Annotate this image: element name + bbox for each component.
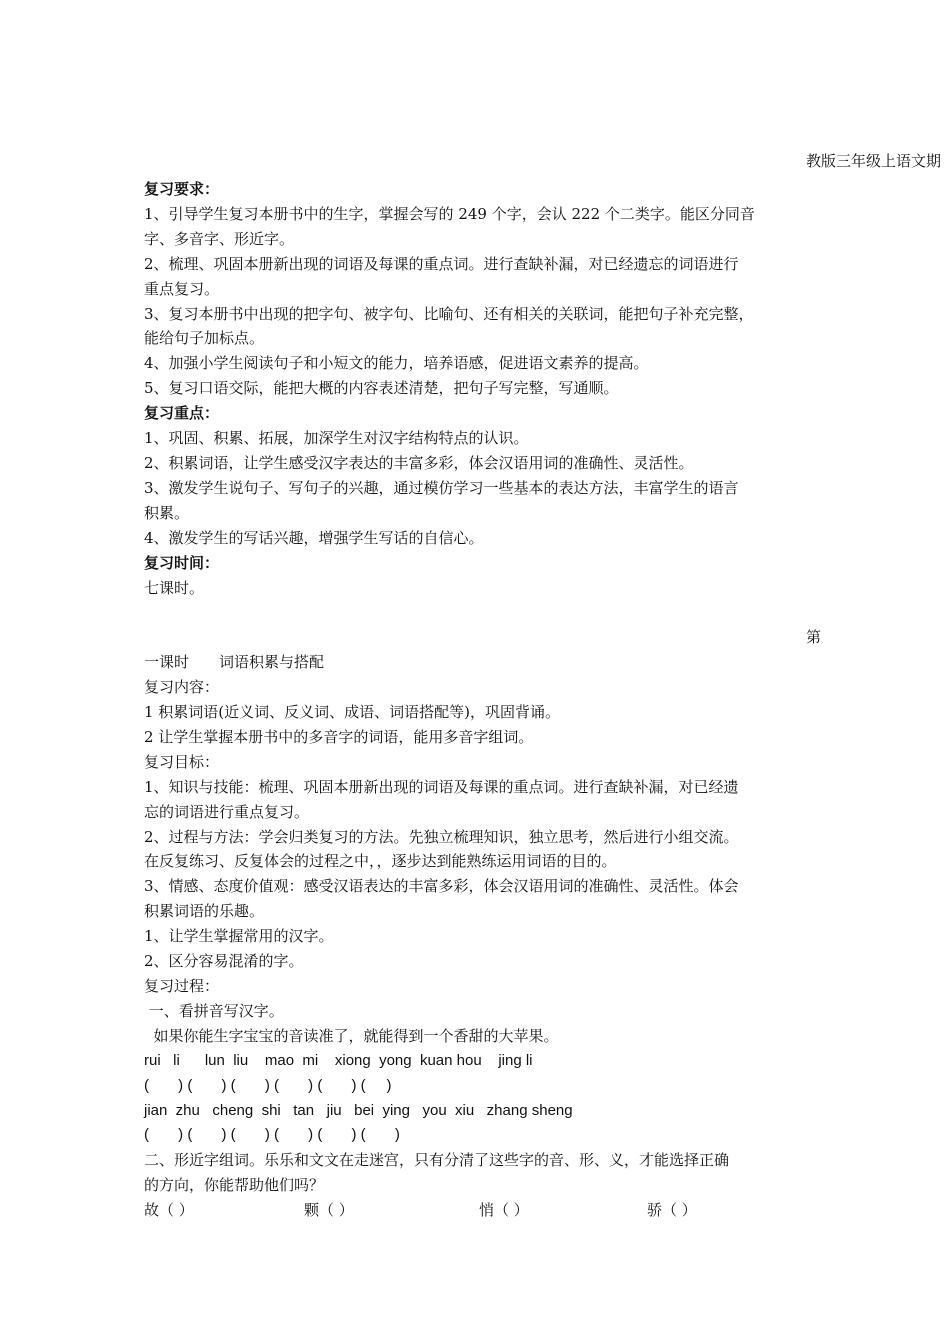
exercise-1-intro: 如果你能生字宝宝的音读准了，就能得到一个香甜的大苹果。 xyxy=(144,1026,559,1045)
word-group-item: 颗（ ） xyxy=(304,1201,354,1220)
exercise-2-line: 的方向，你能帮助他们吗？ xyxy=(144,1176,325,1195)
content-line: 1 积累词语(近义词、反义词、成语、词语搭配等)，巩固背诵。 xyxy=(144,703,561,721)
pinyin-row: rui li lun liu mao mi xiong yong kuan hou jing li xyxy=(144,1051,533,1069)
content-heading: 复习内容： xyxy=(144,678,220,697)
word-group-row xyxy=(144,1198,824,1223)
word-group-item: 悄（ ） xyxy=(479,1201,529,1220)
focus-line: 积累。 xyxy=(144,503,190,522)
requirements-line: 1、引导学生复习本册书中的生字，掌握会写的 249 个字，会认 222 个二类字。能区分同音 xyxy=(144,204,755,223)
word-group-item: 故（ ） xyxy=(144,1201,194,1220)
requirements-heading: 复习要求： xyxy=(144,180,220,198)
pinyin-row: jian zhu cheng shi tan jiu bei ying you xiu zhang sheng xyxy=(144,1101,573,1119)
requirements-line: 5、复习口语交际，能把大概的内容表述清楚，把句子写完整，写通顺。 xyxy=(144,379,619,398)
requirements-line: 3、复习本册书中出现的把字句、被字句、比喻句、还有相关的关联词，能把句子补充完整， xyxy=(144,304,754,323)
focus-line: 4、激发学生的写话兴趣，增强学生写话的自信心。 xyxy=(144,528,484,547)
goals-line: 积累词语的乐趣。 xyxy=(144,902,265,921)
requirements-line: 能给句子加标点。 xyxy=(144,329,265,348)
lesson-title: 一课时 词语积累与搭配 xyxy=(144,653,325,672)
requirements-line: 字、多音字、形近字。 xyxy=(144,229,295,248)
spacer xyxy=(144,600,824,625)
process-heading: 复习过程： xyxy=(144,976,220,995)
goals-heading: 复习目标： xyxy=(144,752,220,771)
document-header-title: 教版三年级上语文期 xyxy=(806,152,942,170)
content-line: 2 让学生掌握本册书中的多音字的词语，能用多音字组词。 xyxy=(144,727,534,746)
goals-line: 3、情感、态度价值观：感受汉语表达的丰富多彩，体会汉语用词的准确性、灵活性。体会 xyxy=(144,877,739,896)
time-heading: 复习时间： xyxy=(144,553,220,572)
goals-line: 2、过程与方法：学会归类复习的方法。先独立梳理知识，独立思考，然后进行小组交流。 xyxy=(144,827,739,846)
exercise-2-line: 二、形近字组词。乐乐和文文在走迷宫，只有分清了这些字的音、形、义，才能选择正确 xyxy=(144,1151,730,1170)
focus-line: 2、积累词语，让学生感受汉字表达的丰富多彩，体会汉语用词的准确性、灵活性。 xyxy=(144,453,694,472)
time-value: 七课时。 xyxy=(144,578,205,597)
lesson-marker: 第 xyxy=(806,628,822,646)
goals-line: 2、区分容易混淆的字。 xyxy=(144,952,304,971)
document-body xyxy=(144,177,824,1223)
exercise-1-title: 一、看拼音写汉字。 xyxy=(144,1001,284,1020)
requirements-line: 4、加强小学生阅读句子和小短文的能力，培养语感，促进语文素养的提高。 xyxy=(144,354,649,373)
goals-line: 忘的词语进行重点复习。 xyxy=(144,802,310,821)
goals-line: 在反复练习、反复体会的过程之中，，逐步达到能熟练运用词语的目的。 xyxy=(144,852,617,871)
answer-blanks-row: ( ) ( ) ( ) ( ) ( ) ( ) xyxy=(144,1126,400,1144)
requirements-line: 重点复习。 xyxy=(144,279,220,298)
goals-line: 1、让学生掌握常用的汉字。 xyxy=(144,927,334,946)
spacer xyxy=(144,625,824,650)
focus-line: 3、激发学生说句子、写句子的兴趣，通过模仿学习一些基本的表达方法，丰富学生的语言 xyxy=(144,478,739,497)
answer-blanks-row: ( ) ( ) ( ) ( ) ( ) ( ) xyxy=(144,1076,392,1094)
requirements-line: 2、梳理、巩固本册新出现的词语及每课的重点词。进行查缺补漏，对已经遗忘的词语进行 xyxy=(144,254,739,273)
focus-heading: 复习重点： xyxy=(144,404,220,423)
goals-line: 1、知识与技能：梳理、巩固本册新出现的词语及每课的重点词。进行查缺补漏，对已经遗 xyxy=(144,777,739,796)
focus-line: 1、巩固、积累、拓展，加深学生对汉字结构特点的认识。 xyxy=(144,429,529,448)
word-group-item: 骄（ ） xyxy=(647,1201,697,1220)
